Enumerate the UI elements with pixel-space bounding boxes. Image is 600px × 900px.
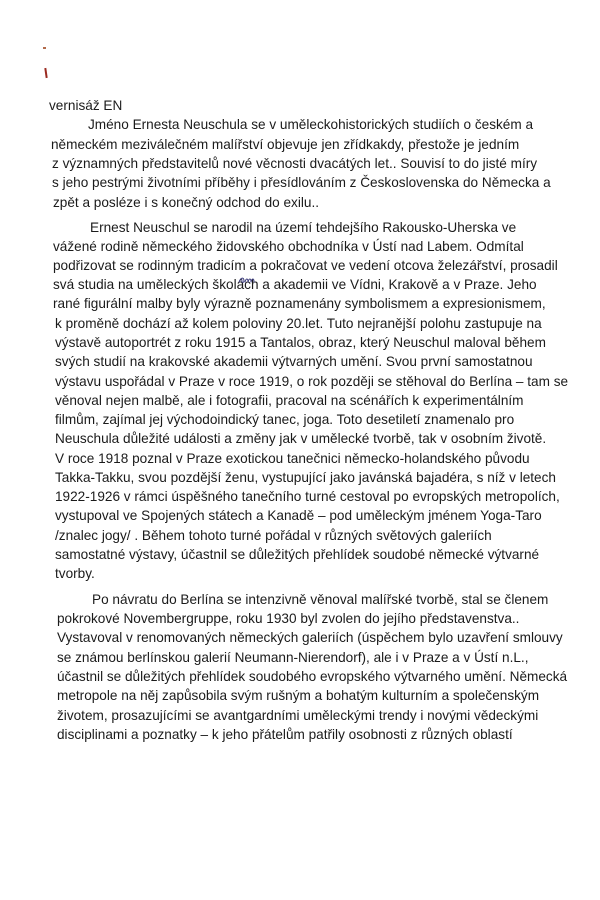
paragraph-1-line-5: zpět a posléze i s konečný odchod do exilu.. bbox=[53, 195, 320, 210]
red-pen-tick-mark bbox=[44, 68, 47, 78]
paragraph-3-line-7: životem, prosazujícími se avantgardními uměleckými trendy i novými vědeckými bbox=[57, 708, 539, 723]
paragraph-2-line-15: 1922-1926 v rámci úspěšného tanečního turné cestoval po evropských metropolích, bbox=[55, 489, 560, 504]
paragraph-2-line-1: Ernest Neuschul se narodil na území tehdejšího Rakousko-Uherska ve bbox=[90, 220, 517, 235]
handwritten-correction-em bbox=[238, 273, 258, 285]
paragraph-2-line-17: /znalec jogy/ . Během tohoto turné pořádal v různých světových galeriích bbox=[55, 528, 492, 543]
paragraph-2-line-12: Neuschula důležité události a změny jak v umělecké tvorbě, tak v osobním životě. bbox=[55, 431, 547, 446]
paragraph-2-line-16: vystupoval ve Spojených státech a Kanadě – pod uměleckým jménem Yoga-Taro bbox=[55, 508, 542, 523]
paragraph-2-line-6: k proměně dochází až kolem poloviny 20.let. Tuto nejranější polohu zastupuje na bbox=[55, 316, 542, 331]
paragraph-2-line-3: podřizovat se rodinným tradicím a pokračovat ve vedení otcova železářství, prosadil bbox=[53, 258, 558, 273]
paragraph-2-line-7: výstavě autoportrét z roku 1915 a Tantalos, obraz, který Neuschul maloval během bbox=[55, 335, 546, 350]
paragraph-3-line-4: se známou berlínskou galerií Neumann-Nierendorf), ale i v Praze a v Ústí n.L., bbox=[57, 650, 529, 665]
paragraph-2-line-9: výstavu uspořádal v Praze v roce 1919, o rok později se stěhoval do Berlína – tam se bbox=[55, 374, 569, 389]
paragraph-2-line-18: samostatné výstavy, účastnil se důležitých přehlídek soudobé německé výtvarné bbox=[55, 547, 540, 562]
paragraph-2-line-5: rané figurální malby byly výrazně poznamenány symbolismem a expresionismem, bbox=[53, 296, 546, 311]
paragraph-3-line-1: Po návratu do Berlína se intenzivně věnoval malířské tvorbě, stal se členem bbox=[92, 592, 549, 607]
paragraph-2-line-10: věnoval nejen malbě, ale i fotografii, pracoval na scénářích k experimentálním bbox=[55, 393, 524, 408]
paragraph-3-line-6: metropole na něj zapůsobila svým rušným a bohatým kulturním a společenským bbox=[57, 688, 540, 703]
paragraph-2-line-4: svá studia na uměleckých školách a akademii ve Vídni, Krakově a v Praze. Jeho bbox=[53, 277, 537, 292]
paragraph-1-line-2: německém meziválečném malířství objevuje jen zřídkakdy, přestože je jedním bbox=[51, 137, 520, 152]
paragraph-2-line-19: tvorby. bbox=[55, 566, 95, 581]
paragraph-2-line-2: vážené rodině německého židovského obchodníka v Ústí nad Labem. Odmítal bbox=[53, 239, 524, 254]
paragraph-3-line-5: účastnil se důležitých přehlídek soudobého evropského výtvarného umění. Německá bbox=[57, 669, 568, 684]
paragraph-1-line-3: z významných představitelů nové věcnosti dvacátých let.. Souvisí to do jisté míry bbox=[52, 156, 538, 171]
paragraph-3-line-8: disciplinami a poznatky – k jeho přátelům patřily osobnosti z různých oblastí bbox=[57, 727, 513, 742]
paragraph-2-line-13: V roce 1918 poznal v Praze exotickou tanečnici německo-holandského původu bbox=[55, 451, 530, 466]
paragraph-2-line-11: filmům, zajímal jej východoindický tanec, joga. Toto desetiletí znamenalo pro bbox=[55, 412, 515, 427]
paragraph-2-line-8: svých studií na krakovské akademii výtvarných umění. Svou první samostatnou bbox=[55, 354, 533, 369]
red-pen-dash-mark bbox=[43, 47, 46, 49]
paragraph-1-line-4: s jeho pestrými životními příběhy i přesídlováním z Československa do Německa a bbox=[52, 175, 551, 190]
paragraph-2-line-14: Takka-Takku, svou pozdější ženu, vystupující jako javánská bajadéra, s níž v letech bbox=[55, 470, 556, 485]
paragraph-3-line-2: pokrokové Novembergruppe, roku 1930 byl zvolen do jejího představenstva.. bbox=[57, 611, 520, 626]
paragraph-3-line-3: Vystavoval v renomovaných německých galeriích (úspěchem bylo uzavření smlouvy bbox=[57, 630, 563, 645]
paragraph-1-line-1: Jméno Ernesta Neuschula se v uměleckohistorických studiích o českém a bbox=[88, 117, 534, 132]
document-heading: vernisáž EN bbox=[49, 98, 123, 113]
